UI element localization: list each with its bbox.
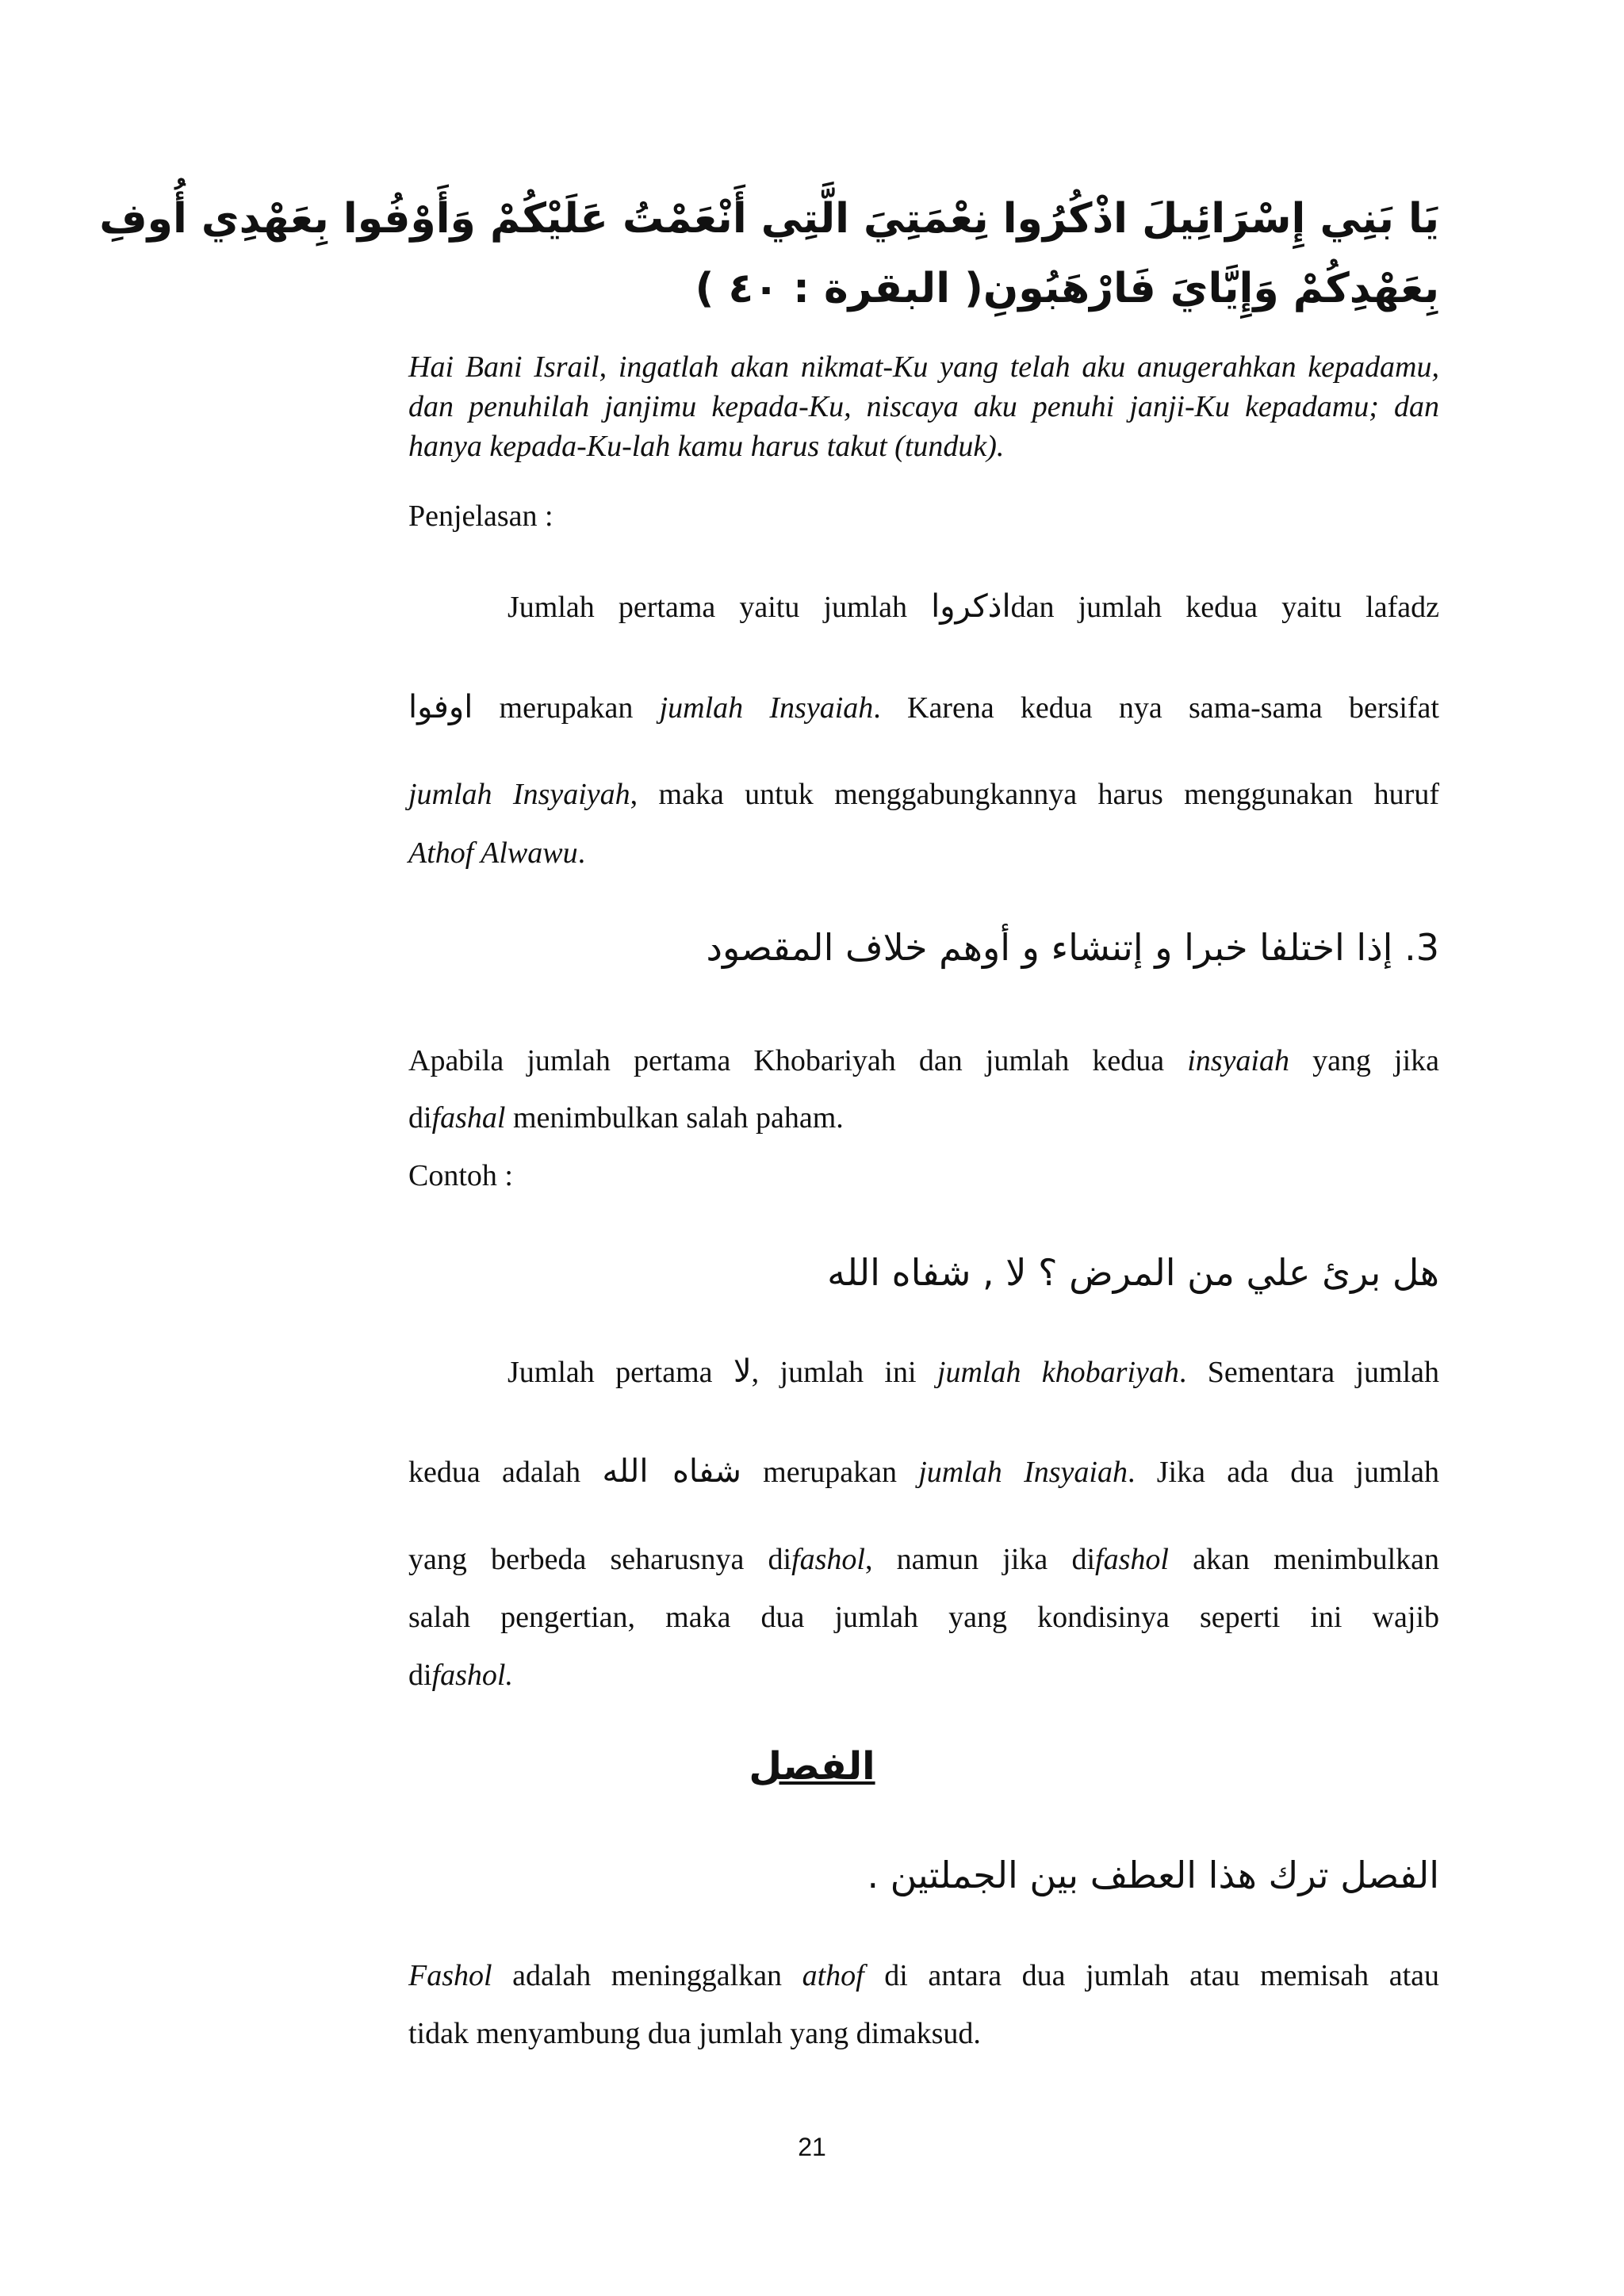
example-arabic: هل برئ علي من المرض ؟ لا , شفاه الله [827,1251,1439,1294]
para2-line-2 [408,1094,1439,1142]
text-run: Apabila jumlah pertama Khobariyah dan jumlah kedua [408,1044,1188,1077]
text-run: yang berbeda seharusnya di [408,1543,792,1576]
text-run: . Sementara jumlah [1178,1356,1440,1389]
italic-term: fashol [791,1543,865,1576]
text-run: . Karena kedua nya sama-sama bersifat [873,691,1439,725]
text-run: . Jika ada dua jumlah [1127,1456,1439,1489]
para1-line-2 [408,683,1439,732]
text-run: di antara dua jumlah atau memisah atau [864,1959,1439,1992]
para4-line-1 [408,1952,1439,1999]
text-run: , maka untuk menggabungkannya harus menggunakan huruf [630,778,1439,811]
arabic-word: اوفوا [408,689,473,725]
text-run: yang jika [1289,1044,1439,1077]
quran-verse-line-2: بِعَهْدِكُمْ وَإِيَّايَ فَارْهَبُونِ( البقرة : ٤٠ ) [695,265,1439,312]
italic-term: Fashol [408,1959,492,1992]
italic-term: insyaiah [1187,1044,1289,1077]
para1-line-1 [508,583,1439,631]
rule-3-heading: 3. إذا اختلفا خبرا و إتنشاء و أوهم خلاف المقصود [706,926,1439,969]
text-run: merupakan [741,1456,919,1489]
arabic-word: لا [733,1353,752,1390]
para1-line-3 [408,771,1439,818]
quran-verse [99,184,1439,323]
penjelasan-label: Penjelasan : [408,499,553,533]
text-run: akan menimbulkan [1168,1543,1439,1576]
para2-line-1 [408,1037,1439,1085]
italic-term: Athof Alwawu [408,836,578,870]
para3-line-2 [408,1448,1439,1496]
italic-term: jumlah Insyaiah [918,1456,1128,1489]
italic-term: fashal [431,1101,506,1135]
text-run: di [408,1101,432,1135]
arabic-word: اذكروا [931,588,1011,625]
para3-line-4: salah pengertian, maka dua jumlah yang kondisinya seperti ini wajib [408,1601,1439,1634]
text-run: , jumlah ini [751,1356,937,1389]
contoh-label: Contoh : [408,1159,513,1192]
italic-term: athof [802,1959,864,1992]
section-title-fashl: الفصل [749,1744,875,1789]
para1-line-4 [408,829,1439,877]
fashl-definition-arabic: الفصل ترك هذا العطف بين الجملتين . [867,1854,1439,1896]
text-run: Jumlah pertama [508,1356,733,1389]
text-run: . [577,836,586,870]
text-run: menimbulkan salah paham. [505,1101,844,1135]
italic-term: jumlah khobariyah [936,1356,1179,1389]
text-run: di [408,1659,432,1692]
text-run: merupakan [473,691,660,725]
italic-term: fashol [1095,1543,1169,1576]
quran-verse-line-1: يَا بَنِي إِسْرَائِيلَ اذْكُرُوا نِعْمَتِيَ الَّتِي أَنْعَمْتُ عَلَيْكُمْ وَأَوْفُوا بِعَهْدِي أُوفِ [99,195,1439,243]
italic-term: fashol. [431,1659,513,1692]
para3-line-3 [408,1536,1439,1583]
para3-line-5 [408,1651,1439,1699]
para3-line-1 [508,1348,1439,1396]
italic-term: jumlah Insyaiah [659,691,874,725]
text-run: , namun jika di [864,1543,1096,1576]
text-run: Jumlah pertama yaitu jumlah [508,591,932,624]
text-run: kedua adalah [408,1456,603,1489]
text-run: dan jumlah kedua yaitu lafadz [1010,591,1439,624]
text-run: adalah meninggalkan [492,1959,802,1992]
italic-term: jumlah Insyaiyah [408,778,630,811]
arabic-word: شفاه الله [602,1453,741,1490]
verse-translation: Hai Bani Israil, ingatlah akan nikmat-Ku yang telah aku anugerahkan kepadamu, dan penuhilah janjimu kepada-Ku, niscaya aku penuhi janji-Ku kepadamu; dan hanya kepada-Ku-lah kamu harus takut (tunduk). [408,350,1439,463]
page-number: 21 [798,2133,826,2161]
para4-line-2: tidak menyambung dua jumlah yang dimaksud. [408,2017,981,2050]
